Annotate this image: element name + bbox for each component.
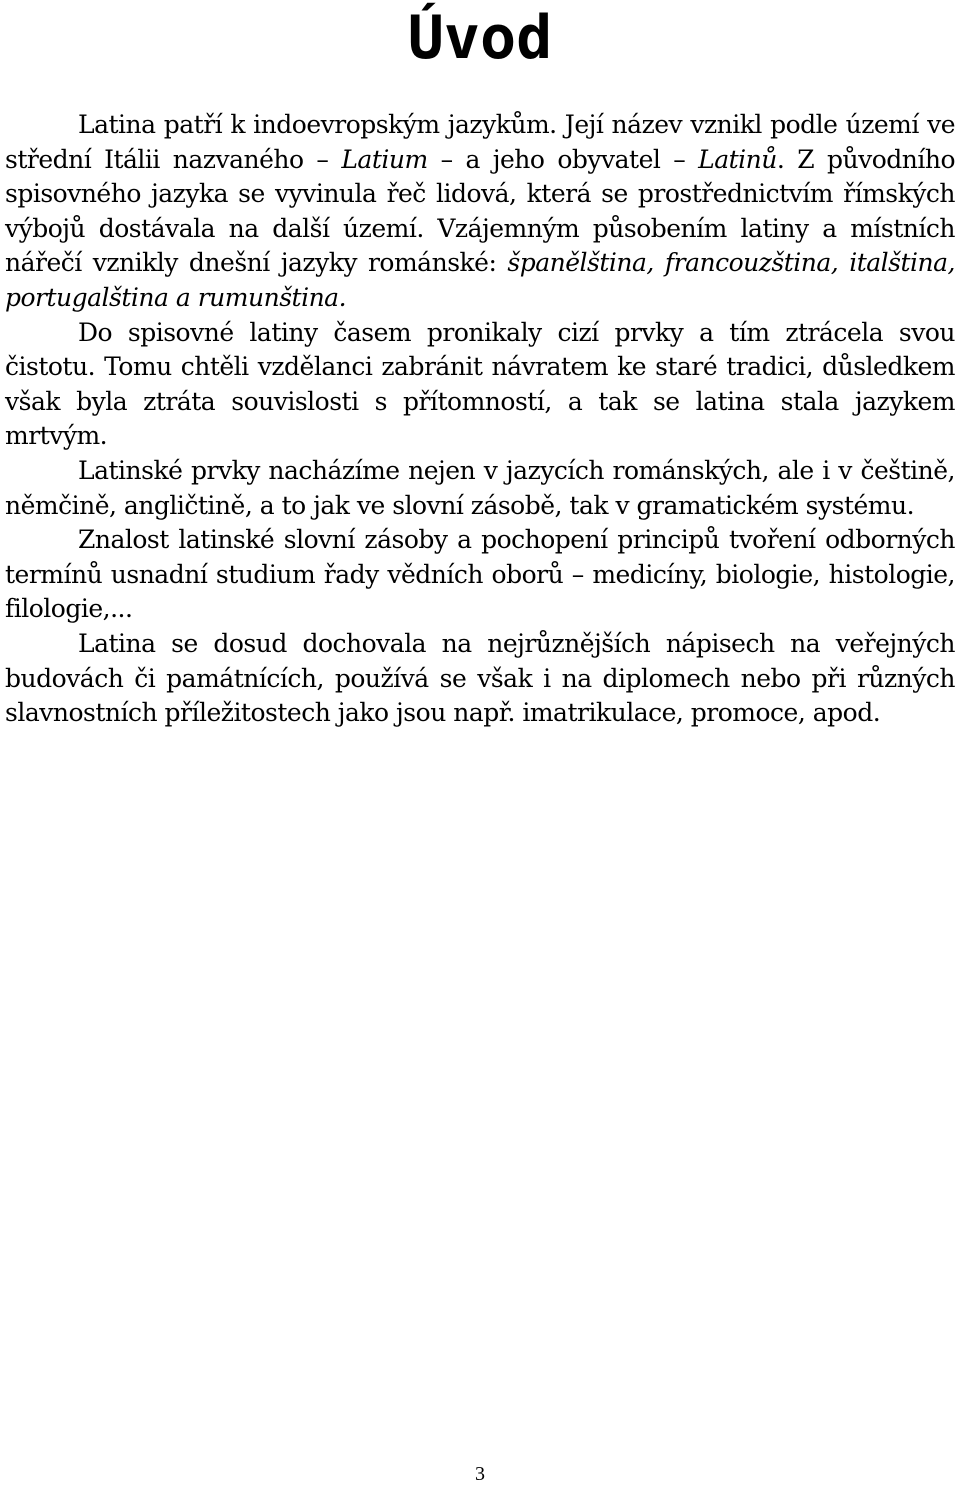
paragraph-1-segment-italic: Latinů bbox=[698, 144, 777, 174]
paragraph-4 bbox=[5, 523, 955, 627]
page-number: 3 bbox=[475, 1463, 485, 1485]
paragraph-1-segment: – a jeho obyvatel – bbox=[427, 144, 699, 174]
paragraph-5 bbox=[5, 627, 955, 731]
paragraph-5-text: Latina se dosud dochovala na nejrůznějších nápisech na veřejných budovách či památnících, používá se však i na diplomech nebo při různých slavnostních příležitostech jako jsou např. imatrikulace, promoce, apod. bbox=[5, 628, 955, 728]
page-title: Úvod bbox=[407, 3, 553, 73]
paragraph-1 bbox=[5, 108, 955, 316]
paragraph-3 bbox=[5, 454, 955, 523]
paragraph-2 bbox=[5, 316, 955, 454]
paragraph-3-text: Latinské prvky nacházíme nejen v jazycích románských, ale i v češtině, němčině, angličtině, a to jak ve slovní zásobě, tak v gramatickém systému. bbox=[5, 455, 955, 520]
body-text bbox=[5, 108, 955, 731]
paragraph-4-text: Znalost latinské slovní zásoby a pochopení principů tvoření odborných termínů usnadní studium řady vědních oborů – medicíny, biologie, histologie, filologie,... bbox=[5, 525, 955, 624]
paragraph-1-segment: . Z původního spisovného jazyka se vyvinula řeč lidová, která se prostřednictvím římských výbojů dostávala na další území. Vzájemným působením latiny a místních nářečí vznikly dnešní jazyky románské: bbox=[5, 144, 956, 278]
paragraph-1-segment: Latina patří k indoevropským jazykům. Její název vznikl podle území ve střední Itálii nazvaného – bbox=[5, 110, 955, 174]
paragraph-1-segment-italic: Latium bbox=[341, 144, 428, 174]
paragraph-1-segment-italic: španělština, francouzština, italština, portugalština a rumunština. bbox=[5, 248, 955, 312]
paragraph-2-text: Do spisovné latiny časem pronikaly cizí prvky a tím ztrácela svou čistotu. Tomu chtěli vzdělanci zabránit návratem ke staré tradici, důsledkem však byla ztráta souvislosti s přítomností, a tak se latina stala jazykem mrtvým. bbox=[5, 317, 955, 451]
